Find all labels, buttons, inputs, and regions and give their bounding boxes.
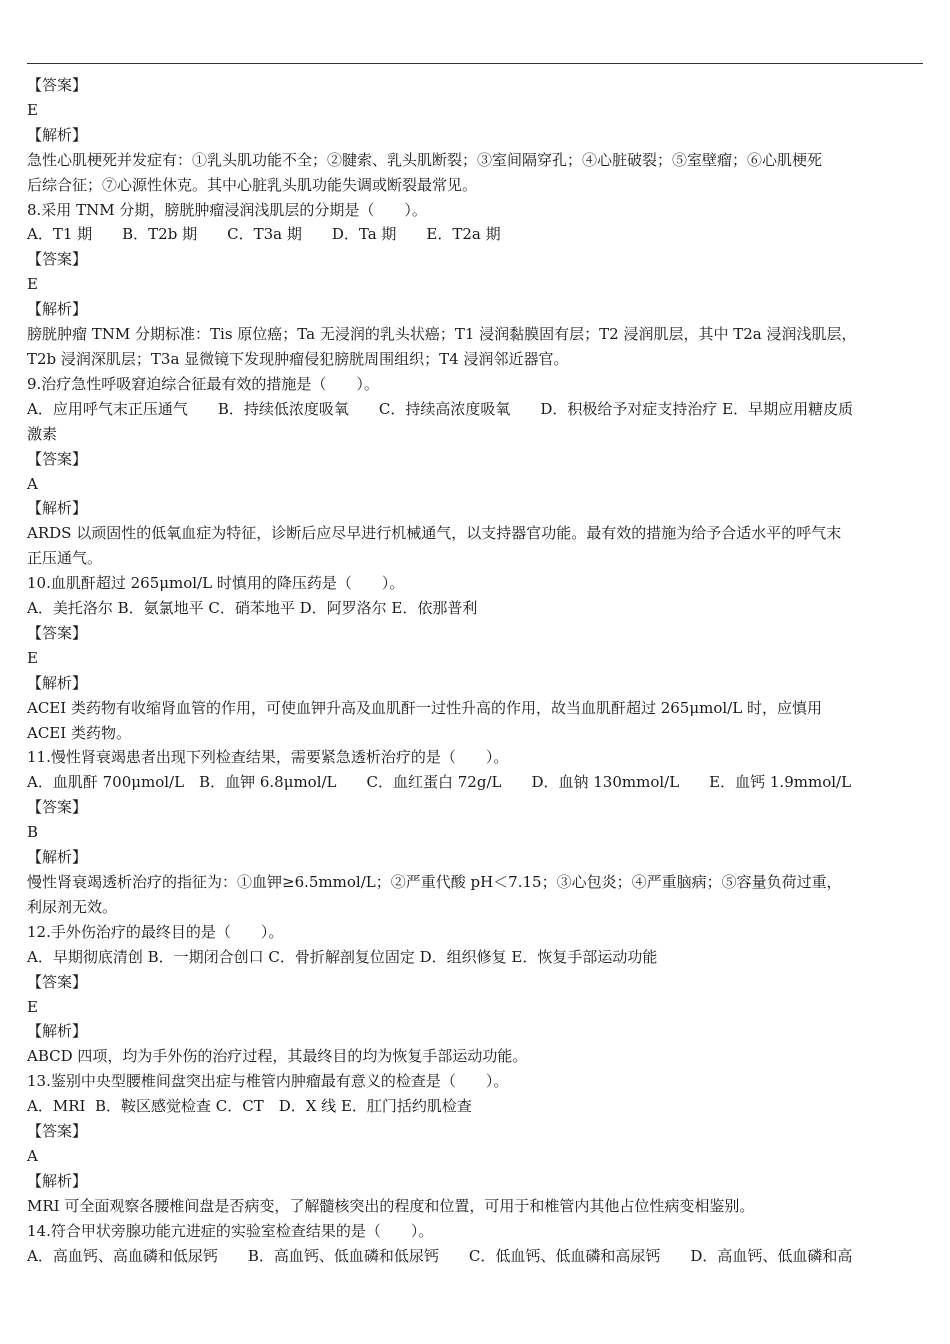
text-line: MRI 可全面观察各腰椎间盘是否病变，了解髓核突出的程度和位置，可用于和椎管内其他占位性病变相鉴别。 [27, 1196, 755, 1215]
text-line: 14.符合甲状旁腺功能亢进症的实验室检查结果的是（ ）。 [27, 1221, 434, 1240]
text-line: 11.慢性肾衰竭患者出现下列检查结果，需要紧急透析治疗的是（ ）。 [27, 748, 509, 767]
text-line: A [27, 1146, 38, 1165]
text-line: 【答案】 [27, 623, 88, 642]
text-line: 正压通气。 [27, 549, 103, 568]
text-line: 【解析】 [27, 1171, 88, 1190]
text-line: 【解析】 [27, 1022, 88, 1041]
text-line: ACEI 类药物有收缩肾血管的作用，可使血钾升高及血肌酐一过性升高的作用，故当血肌酐超过 265μmol/L 时，应慎用 [27, 698, 822, 717]
text-line: 慢性肾衰竭透析治疗的指征为：①血钾≥6.5mmol/L；②严重代酸 pH＜7.15；③心包炎；④严重脑病；⑤容量负荷过重， [27, 873, 842, 891]
text-line: 【解析】 [27, 125, 88, 144]
text-line: 急性心肌梗死并发症有：①乳头肌功能不全；②腱索、乳头肌断裂；③室间隔穿孔；④心脏破裂；⑤室壁瘤；⑥心肌梗死 [27, 150, 823, 169]
text-line: 【答案】 [27, 449, 88, 468]
text-line: E [27, 648, 38, 667]
text-line: A．早期彻底清创 B．一期闭合创口 C．骨折解剖复位固定 D．组织修复 E．恢复手部运动功能 [27, 947, 658, 966]
document-body [27, 73, 923, 1269]
text-line: A．美托洛尔 B．氨氯地平 C．硝苯地平 D．阿罗洛尔 E．依那普利 [27, 599, 478, 618]
text-line: 【解析】 [27, 499, 88, 518]
text-line: E [27, 100, 38, 119]
text-line: 膀胱肿瘤 TNM 分期标准：Tis 原位癌；Ta 无浸润的乳头状癌；T1 浸润黏膜固有层；T2 浸润肌层，其中 T2a 浸润浅肌层， [27, 325, 857, 344]
text-line: B [27, 823, 39, 842]
text-line: 12.手外伤治疗的最终目的是（ ）。 [27, 922, 284, 941]
text-line: A．MRI B．鞍区感觉检查 C．CT D．X 线 E．肛门括约肌检查 [27, 1097, 472, 1116]
text-line: 【答案】 [27, 798, 88, 817]
text-line: A．T1 期 B．T2b 期 C．T3a 期 D．Ta 期 E．T2a 期 [27, 225, 501, 244]
text-line: 8.采用 TNM 分期，膀胱肿瘤浸润浅肌层的分期是（ ）。 [27, 200, 427, 219]
text-line: ARDS 以顽固性的低氧血症为特征，诊断后应尽早进行机械通气，以支持器官功能。最有效的措施为给予合适水平的呼气末 [27, 524, 842, 543]
text-line: 10.血肌酐超过 265μmol/L 时慎用的降压药是（ ）。 [27, 574, 405, 593]
text-line: A．高血钙、高血磷和低尿钙 B．高血钙、低血磷和低尿钙 C．低血钙、低血磷和高尿钙 D．高血钙、低血磷和高 [27, 1246, 853, 1265]
text-line: 【解析】 [27, 300, 88, 319]
text-line: 【答案】 [27, 1122, 88, 1141]
header-rule [27, 63, 923, 64]
text-line: A．应用呼气末正压通气 B．持续低浓度吸氧 C．持续高浓度吸氧 D．积极给予对症支持治疗 E．早期应用糖皮质 [27, 399, 854, 418]
text-line: E [27, 275, 38, 294]
text-line: 后综合征；⑦心源性休克。其中心脏乳头肌功能失调或断裂最常见。 [27, 175, 478, 194]
text-line: 【解析】 [27, 673, 88, 692]
text-line: 9.治疗急性呼吸窘迫综合征最有效的措施是（ ）。 [27, 374, 379, 393]
text-line: A．血肌酐 700μmol/L B．血钾 6.8μmol/L C．血红蛋白 72g/L D．血钠 130mmol/L E．血钙 1.9mmol/L [27, 773, 852, 792]
text-line: 激素 [27, 424, 58, 443]
text-line: ABCD 四项，均为手外伤的治疗过程，其最终目的均为恢复手部运动功能。 [27, 1047, 528, 1066]
text-line: 13.鉴别中央型腰椎间盘突出症与椎管内肿瘤最有意义的检查是（ ）。 [27, 1072, 509, 1091]
text-line: 【答案】 [27, 250, 88, 269]
text-line: E [27, 997, 38, 1016]
text-line: 【答案】 [27, 972, 88, 991]
text-line: ACEI 类药物。 [27, 723, 131, 742]
text-line: T2b 浸润深肌层；T3a 显微镜下发现肿瘤侵犯膀胱周围组织；T4 浸润邻近器官。 [27, 349, 569, 368]
text-line: A [27, 474, 38, 493]
text-line: 【答案】 [27, 76, 88, 94]
text-line: 【解析】 [27, 848, 88, 867]
text-line: 利尿剂无效。 [27, 897, 118, 916]
